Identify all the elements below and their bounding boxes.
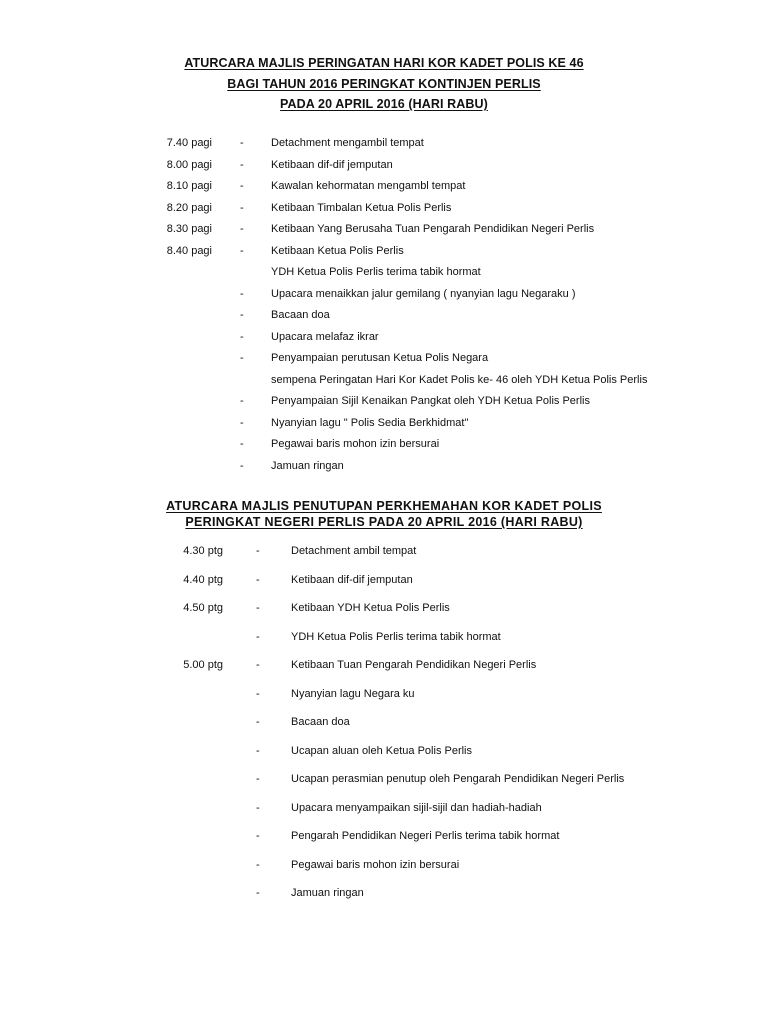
schedule-dash: - bbox=[256, 573, 260, 586]
schedule-dash: - bbox=[240, 223, 244, 235]
schedule-item: Upacara melafaz ikrar bbox=[271, 330, 379, 343]
schedule-item: Ketibaan Timbalan Ketua Polis Perlis bbox=[271, 201, 452, 214]
schedule-time: 4.40 ptg bbox=[183, 573, 223, 586]
schedule-dash: - bbox=[256, 830, 260, 842]
schedule-time: 8.30 pagi bbox=[166, 223, 212, 235]
schedule-item: Bacaan doa bbox=[271, 309, 330, 321]
schedule-dash: - bbox=[240, 287, 244, 300]
schedule-dash: - bbox=[256, 545, 260, 557]
schedule-dash: - bbox=[240, 180, 244, 192]
schedule-dash: - bbox=[256, 887, 260, 899]
schedule-item: Upacara menaikkan jalur gemilang ( nyanyian lagu Negaraku ) bbox=[271, 287, 576, 300]
schedule-time: 8.20 pagi bbox=[166, 201, 212, 214]
schedule-item: Kawalan kehormatan mengambl tempat bbox=[271, 180, 466, 192]
schedule-item: Upacara menyampaikan sijil-sijil dan hadiah-hadiah bbox=[291, 801, 542, 814]
schedule-dash: - bbox=[240, 309, 244, 321]
schedule-time: 5.00 ptg bbox=[183, 659, 223, 671]
schedule-item: Detachment ambil tempat bbox=[291, 545, 417, 557]
schedule-time: 4.50 ptg bbox=[183, 602, 223, 614]
schedule-time: 7.40 pagi bbox=[166, 137, 212, 149]
schedule-dash: - bbox=[240, 395, 244, 407]
schedule-item: Bacaan doa bbox=[291, 716, 350, 728]
schedule-dash: - bbox=[240, 416, 244, 429]
section1-title bbox=[0, 53, 768, 115]
schedule-dash: - bbox=[240, 244, 244, 257]
schedule-dash: - bbox=[240, 438, 244, 450]
section2-title-line: ATURCARA MAJLIS PENUTUPAN PERKHEMAHAN KOR KADET POLIS bbox=[166, 499, 602, 513]
schedule-item: Pegawai baris mohon izin bersurai bbox=[291, 858, 460, 871]
section1-title-line: BAGI TAHUN 2016 PERINGKAT KONTINJEN PERLIS bbox=[227, 76, 541, 91]
schedule-item: Penyampaian Sijil Kenaikan Pangkat oleh YDH Ketua Polis Perlis bbox=[271, 395, 590, 407]
schedule-item: Pengarah Pendidikan Negeri Perlis terima tabik hormat bbox=[291, 830, 560, 842]
schedule-dash: - bbox=[256, 659, 260, 671]
schedule-item: YDH Ketua Polis Perlis terima tabik hormat bbox=[291, 630, 501, 643]
schedule-item: Nyanyian lagu Negara ku bbox=[291, 687, 415, 700]
schedule-dash: - bbox=[256, 687, 260, 700]
schedule-dash: - bbox=[256, 602, 260, 614]
schedule-dash: - bbox=[256, 630, 260, 643]
schedule-item: Detachment mengambil tempat bbox=[271, 137, 424, 149]
schedule-time: 4.30 ptg bbox=[183, 545, 223, 557]
section1-title-line: ATURCARA MAJLIS PERINGATAN HARI KOR KADET POLIS KE 46 bbox=[184, 56, 584, 70]
schedule-item: Ketibaan Yang Berusaha Tuan Pengarah Pendidikan Negeri Perlis bbox=[271, 223, 595, 235]
schedule-dash: - bbox=[256, 801, 260, 814]
schedule-dash: - bbox=[256, 716, 260, 728]
schedule-dash: - bbox=[256, 773, 260, 785]
schedule-time: 8.40 pagi bbox=[166, 244, 212, 257]
schedule-item: YDH Ketua Polis Perlis terima tabik hormat bbox=[271, 266, 481, 278]
schedule-time: 8.00 pagi bbox=[166, 158, 212, 171]
schedule-item: Ucapan aluan oleh Ketua Polis Perlis bbox=[291, 744, 473, 757]
schedule-dash: - bbox=[240, 330, 244, 343]
schedule-dash: - bbox=[240, 158, 244, 171]
schedule-item: Ketibaan Ketua Polis Perlis bbox=[271, 244, 404, 257]
schedule-item: Ucapan perasmian penutup oleh Pengarah Pendidikan Negeri Perlis bbox=[291, 773, 625, 785]
schedule-dash: - bbox=[240, 459, 244, 472]
schedule-item: Penyampaian perutusan Ketua Polis Negara bbox=[271, 352, 489, 364]
section1-title-line: PADA 20 APRIL 2016 (HARI RABU) bbox=[280, 97, 488, 111]
schedule-item: sempena Peringatan Hari Kor Kadet Polis ke- 46 oleh YDH Ketua Polis Perlis bbox=[271, 373, 648, 386]
schedule-item: Ketibaan Tuan Pengarah Pendidikan Negeri Perlis bbox=[291, 659, 537, 671]
schedule-dash: - bbox=[240, 201, 244, 214]
section2-title-line: PERINGKAT NEGERI PERLIS PADA 20 APRIL 2016 (HARI RABU) bbox=[185, 515, 583, 529]
schedule-item: Jamuan ringan bbox=[271, 459, 344, 472]
schedule-item: Ketibaan YDH Ketua Polis Perlis bbox=[291, 602, 450, 614]
section2-title bbox=[0, 498, 768, 530]
schedule-dash: - bbox=[256, 744, 260, 757]
schedule-time: 8.10 pagi bbox=[166, 180, 212, 192]
schedule-dash: - bbox=[256, 858, 260, 871]
schedule-item: Pegawai baris mohon izin bersurai bbox=[271, 438, 440, 450]
schedule-item: Jamuan ringan bbox=[291, 887, 364, 899]
schedule-item: Ketibaan dif-dif jemputan bbox=[271, 158, 393, 171]
schedule-item: Ketibaan dif-dif jemputan bbox=[291, 573, 413, 586]
schedule-item: Nyanyian lagu " Polis Sedia Berkhidmat" bbox=[271, 416, 469, 429]
schedule-dash: - bbox=[240, 137, 244, 149]
schedule-dash: - bbox=[240, 352, 244, 364]
